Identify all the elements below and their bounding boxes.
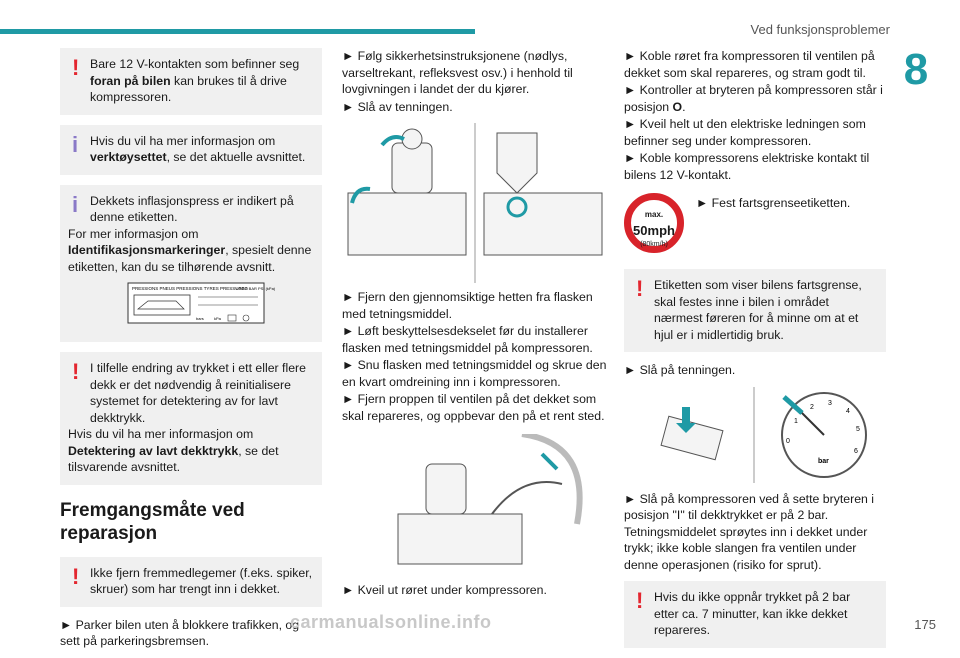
page-number: 175 — [914, 617, 936, 632]
svg-text:bar: bar — [818, 457, 829, 465]
step-plug-12v: ► Koble kompressorens elektriske kontakt til bilens 12 V-kontakt. — [624, 151, 870, 182]
svg-text:0: 0 — [786, 437, 790, 445]
svg-text:bars: bars — [196, 316, 204, 321]
warning-box-7-minutes: ! Hvis du ikke oppnår trykket på 2 bar etter ca. 7 minutter, kan ikke dekket repareres. — [624, 581, 886, 648]
svg-text:6: 6 — [854, 447, 858, 455]
section-heading: Fremgangsmåte ved reparasjon — [60, 499, 245, 544]
tyre-pressure-label-illustration — [68, 281, 314, 329]
step-attach-sticker: ► Fest fartsgrenseetiketten. — [696, 196, 851, 210]
warning-icon: ! — [72, 563, 80, 589]
step-screw-bottle: ► Snu flasken med tetningsmiddel og skrue den en kvart omdreining inn i kompressoren. — [342, 358, 607, 389]
warning-box-sticker: ! Etiketten som viser bilens fartsgrense, skal festes inne i bilen i området nærmest føreren for å minne om at et hjul er i midlertidig bruk. — [624, 269, 886, 352]
step-ignition-off: ► Slå av tenningen. — [342, 99, 453, 114]
warning-icon: ! — [636, 588, 644, 613]
step-uncoil-hose: ► Kveil ut røret under kompressoren. — [342, 583, 547, 597]
svg-text:5: 5 — [856, 425, 860, 433]
warning-box-reinit: ! I tilfelle endring av trykket i ett eller flere dekk er det nødvendig å reinitialisere systemet for detektering av for lavt dekktrykk. Hvis du vil ha mer informasjon om Detektering av lavt dekktrykk, se det tilsvarende avsnittet. — [60, 352, 322, 485]
warning-icon: ! — [636, 276, 644, 301]
step-check-switch: ► Kontroller at bryteren på kompressoren står i posisjon O. — [624, 83, 883, 114]
watermark: carmanualsonline.info — [290, 612, 492, 632]
warning-icon: ! — [72, 359, 80, 384]
svg-text:kPa: kPa — [214, 316, 221, 321]
step-park: ► Parker bilen uten å blokkere trafikken, og sett på parkeringsbremsen. — [60, 617, 300, 648]
step-safety: ► Følg sikkerhetsinstruksjonene (nødlys, varseltrekant, refleksvest osv.) i henhold til lovgivningen i landet der du kjører. — [342, 49, 573, 96]
section-title: Ved funksjonsproblemer — [750, 22, 890, 37]
info-box-toolkit: i Hvis du vil ha mer informasjon om verktøysettet, se det aktuelle avsnittet. — [60, 125, 322, 175]
svg-text:1: 1 — [794, 417, 798, 425]
speed-limit-sign-icon: max. 50mph (80km/h) — [624, 193, 684, 253]
step-start-compressor: ► Slå på kompressoren ved å sette bryteren i posisjon "I" til dekktrykket er på 2 bar. Tetningsmiddelet sprøytes inn i dekket under trykk; ikke koble slangen fra ventilen under denne operasjonen (risiko for sprut). — [624, 491, 875, 572]
svg-text:3: 3 — [828, 399, 832, 407]
column-2 — [342, 48, 608, 600]
speed-sign-row — [624, 193, 886, 259]
header-bar — [0, 29, 475, 34]
svg-text:2: 2 — [810, 403, 814, 411]
sealant-bottle-illustration — [342, 123, 608, 283]
column-3 — [624, 48, 886, 658]
info-icon: i — [72, 131, 79, 157]
svg-text:LOGO BAR PSI (kPa): LOGO BAR PSI (kPa) — [236, 286, 276, 291]
chapter-number: 8 — [903, 45, 929, 94]
step-ignition-on: ► Slå på tenningen. — [624, 363, 736, 377]
column-1 — [60, 48, 322, 651]
step-remove-valve-cap: ► Fjern proppen til ventilen på det dekket som skal repareres, og oppbevar den på et rent sted. — [342, 392, 605, 423]
warning-box-foreign-objects: ! Ikke fjern fremmedlegemer (f.eks. spiker, skruer) som har trengt inn i dekket. — [60, 557, 322, 607]
step-remove-cap: ► Fjern den gjennomsiktige hetten fra flasken med tetningsmiddel. — [342, 290, 593, 321]
svg-text:PRESSIONS PNEUS PRESSIONS TYRE: PRESSIONS PNEUS PRESSIONS TYRES PRESSURES — [132, 286, 248, 291]
warning-icon: ! — [72, 55, 80, 80]
info-icon: i — [72, 191, 79, 217]
step-uncoil-cable: ► Kveil helt ut den elektriske ledningen som befinner seg under kompressoren. — [624, 117, 866, 148]
step-lift-cover: ► Løft beskyttelsesdekselet før du installerer flasken med tetningsmiddel på kompressoren. — [342, 324, 593, 355]
switch-and-gauge-illustration — [624, 387, 886, 483]
info-box-label: i Dekkets inflasjonspress er indikert på denne etiketten. For mer informasjon om Identifikasjonsmarkeringer, spesielt denne etiketten, kan du se tilhørende avsnitt. PRESSIONS PNEUS PRESSIONS TYRES PRESSURES LOGO BAR PSI (kPa) bars kPa — [60, 185, 322, 343]
step-connect-hose: ► Koble røret fra kompressoren til ventilen på dekket som skal repareres, og stram godt til. — [624, 49, 875, 80]
compressor-hose-illustration — [342, 434, 608, 574]
svg-text:4: 4 — [846, 407, 850, 415]
warning-box-12v: ! Bare 12 V-kontakten som befinner seg foran på bilen kan brukes til å drive kompressoren. — [60, 48, 322, 115]
